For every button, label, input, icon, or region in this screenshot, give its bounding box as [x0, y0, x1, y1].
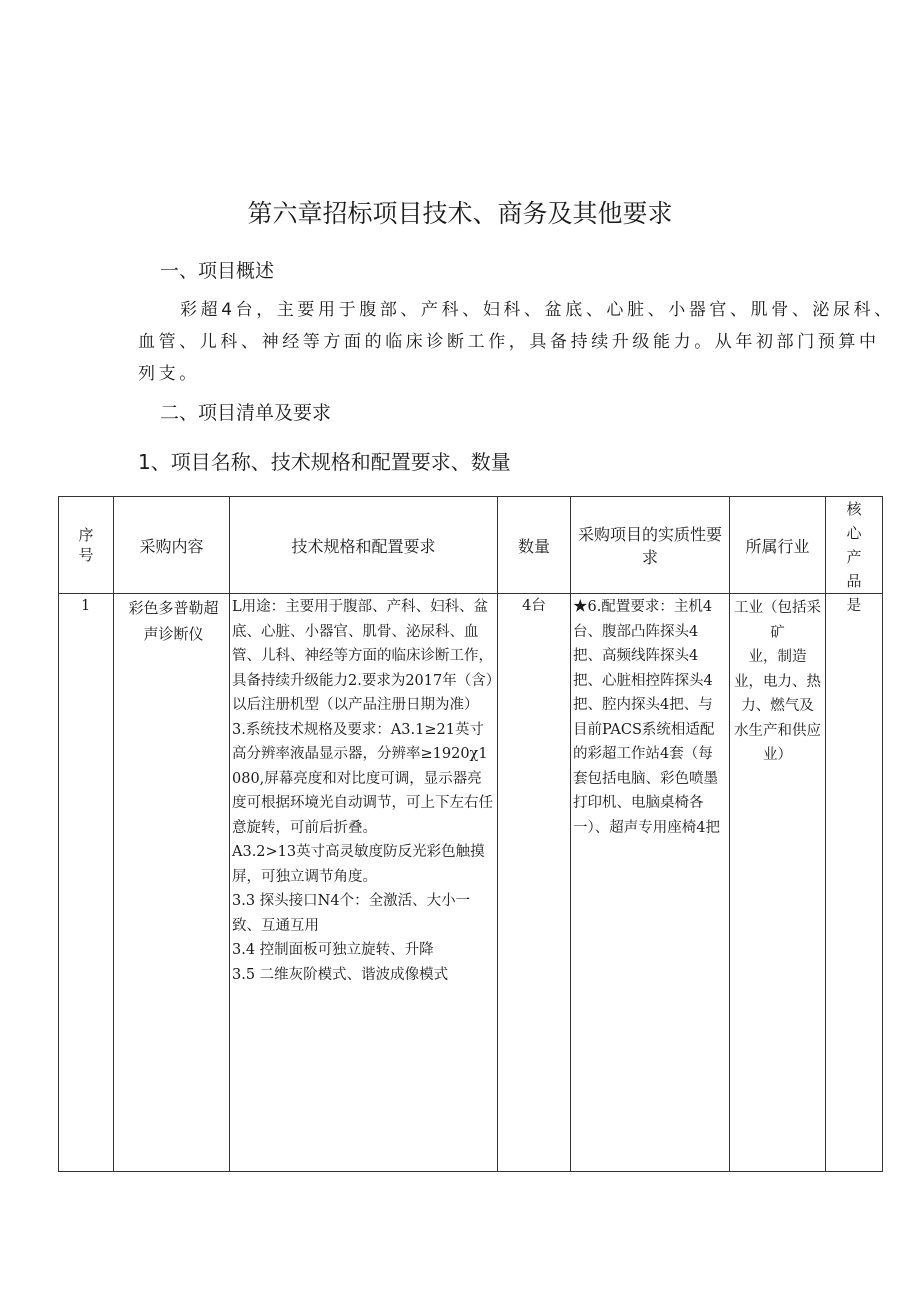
spec-line: 3.3 探头接口N4个：全激活、大小一致、互通互用 [232, 893, 471, 934]
spec-line: 3.4 控制面板可独立旋转、升降 [232, 942, 434, 958]
cell-content: 彩色多普勒超声诊断仪 [114, 594, 230, 1172]
industry-line: 水生产和供应 [734, 722, 821, 739]
cell-core: 是 [826, 594, 883, 1172]
page-title: 第六章招标项目技术、商务及其他要求 [247, 199, 673, 228]
cell-quantity: 4台 [498, 594, 571, 1172]
header-core: 核心产品 [826, 497, 883, 594]
industry-line: 业） [763, 747, 792, 763]
header-index: 序号 [59, 497, 114, 594]
subheading-item-spec: 1、项目名称、技术规格和配置要求、数量 [138, 450, 511, 474]
header-content: 采购内容 [114, 497, 230, 594]
cell-spec [230, 594, 498, 1172]
industry-line: 工业（包括采矿 [734, 600, 821, 641]
cell-industry [730, 594, 826, 1172]
spec-line: A3.2>13英寸高灵敏度防反光彩色触摸屏，可独立调节角度。 [232, 844, 485, 885]
header-quantity: 数量 [498, 497, 571, 594]
spec-line: 3.系统技术规格及要求：A3.1≥21英寸高分辨率液晶显示器，分辨率≥1920χ1080,屏幕亮度和对比度可调，显示器亮度可根据环境光自动调节，可上下左右任意旋转，可前后折叠。 [232, 721, 493, 836]
header-requirement: 采购项目的实质性要求 [571, 497, 730, 594]
cell-requirement: ★6.配置要求：主机4台、腹部凸阵探头4把、高频线阵探头4把、心脏相控阵探头4把、腔内探头4把、与目前PACS系统相适配的彩超工作站4套（每套包括电脑、彩色喷墨打印机、电脑桌椅各一）、超声专用座椅4把 [571, 594, 730, 1172]
cell-index: 1 [59, 594, 114, 1172]
spec-line: L用途：主要用于腹部、产科、妇科、盆底、心脏、小器官、肌骨、泌尿科、血管、儿科、神经等方面的临床诊断工作，具备持续升级能力2.要求为2017年（含）以后注册机型（以产品注册日期为准） [232, 599, 493, 713]
section-heading-overview: 一、项目概述 [160, 260, 275, 282]
spec-line: 3.5 二维灰阶模式、谐波成像模式 [232, 966, 449, 983]
procurement-table [58, 496, 883, 1172]
industry-line: 业，制造 [748, 649, 807, 665]
industry-line: 业，电力、热 [734, 673, 821, 690]
overview-paragraph: 彩超4台，主要用于腹部、产科、妇科、盆底、心脏、小器官、肌骨、泌尿科、血管、儿科、神经等方面的临床诊断工作，具备持续升级能力。从年初部门预算中列支。 [138, 300, 895, 384]
table-header-row [59, 497, 883, 594]
industry-line: 力、燃气及 [741, 698, 814, 714]
header-spec: 技术规格和配置要求 [230, 497, 498, 594]
section-heading-list: 二、项目清单及要求 [160, 402, 332, 424]
header-industry: 所属行业 [730, 497, 826, 594]
table-row [59, 594, 883, 1172]
